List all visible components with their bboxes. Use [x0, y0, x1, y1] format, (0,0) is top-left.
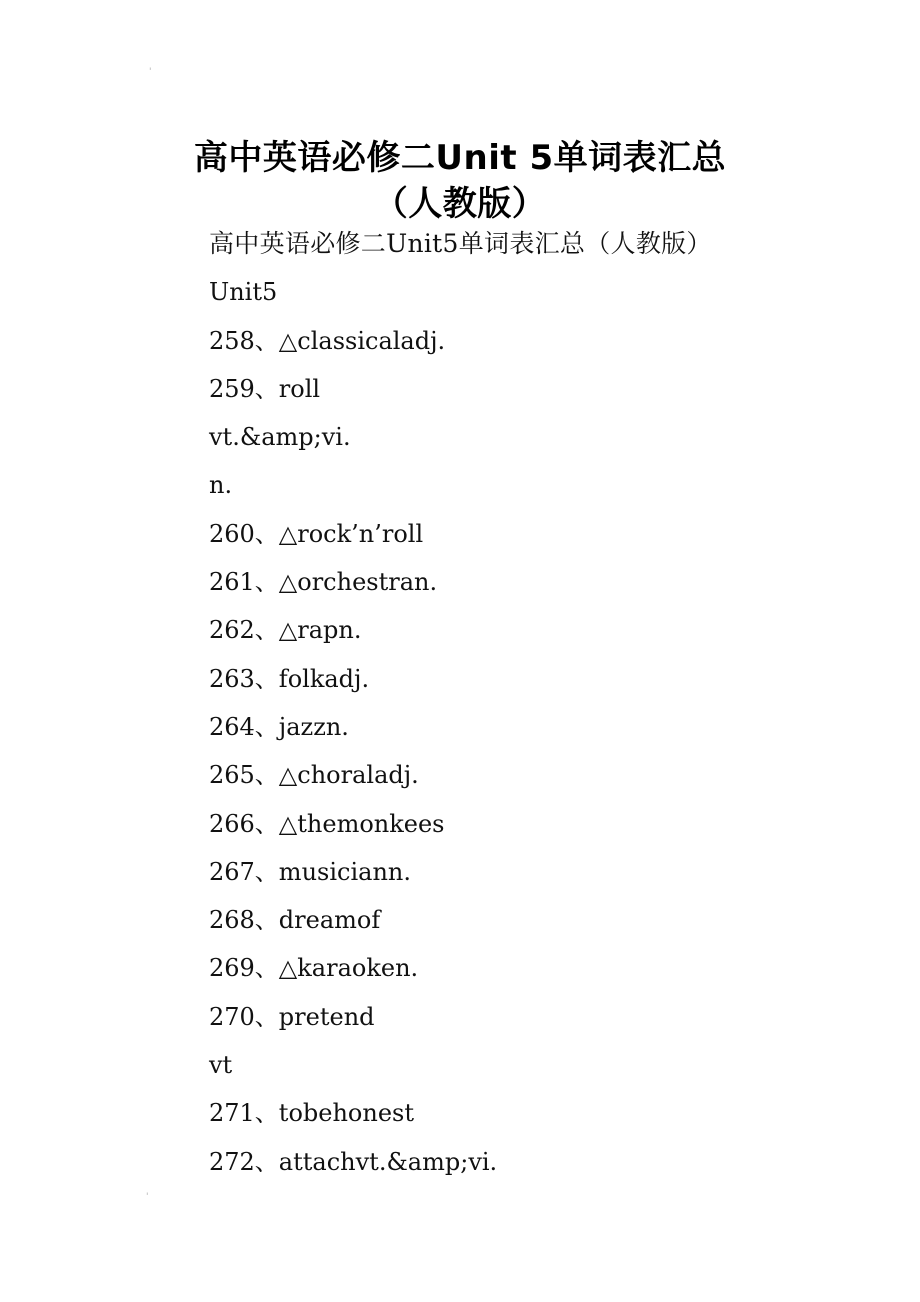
- vocab-line: 265、△choraladj.: [209, 761, 419, 790]
- vocab-line: 268、dreamof: [209, 906, 381, 935]
- title-line-2: （人教版）: [373, 183, 547, 224]
- vocabulary-list: [209, 226, 909, 1192]
- vocab-line: 262、△rapn.: [209, 616, 362, 645]
- vocab-line: 266、△themonkees: [209, 809, 445, 838]
- vocab-line: 269、△karaoken.: [209, 954, 419, 983]
- top-corner-mark: ': [149, 67, 152, 77]
- vocab-line: 261、△orchestran.: [209, 568, 438, 597]
- vocab-line: vt: [209, 1051, 233, 1080]
- vocab-line: 271、tobehonest: [209, 1099, 414, 1128]
- vocab-line: 263、folkadj.: [209, 664, 370, 693]
- vocab-line: 264、jazzn.: [209, 712, 349, 741]
- vocab-line: 267、musiciann.: [209, 857, 411, 886]
- unit-heading: Unit5: [209, 278, 278, 307]
- vocab-line: 272、attachvt.&amp;vi.: [209, 1147, 498, 1176]
- vocab-line: 260、△rock’n’roll: [209, 519, 424, 548]
- vocab-line: n.: [209, 471, 233, 500]
- vocab-line: 259、roll: [209, 374, 321, 403]
- title-line-1: 高中英语必修二Unit 5单词表汇总: [193, 137, 727, 178]
- intro-line: 高中英语必修二Unit5单词表汇总（人教版）: [209, 229, 712, 258]
- vocab-line: vt.&amp;vi.: [209, 423, 351, 452]
- document-title: [0, 135, 920, 227]
- vocab-line: 258、△classicaladj.: [209, 326, 446, 355]
- vocab-line: 270、pretend: [209, 1002, 375, 1031]
- bottom-corner-mark: ': [146, 1192, 149, 1202]
